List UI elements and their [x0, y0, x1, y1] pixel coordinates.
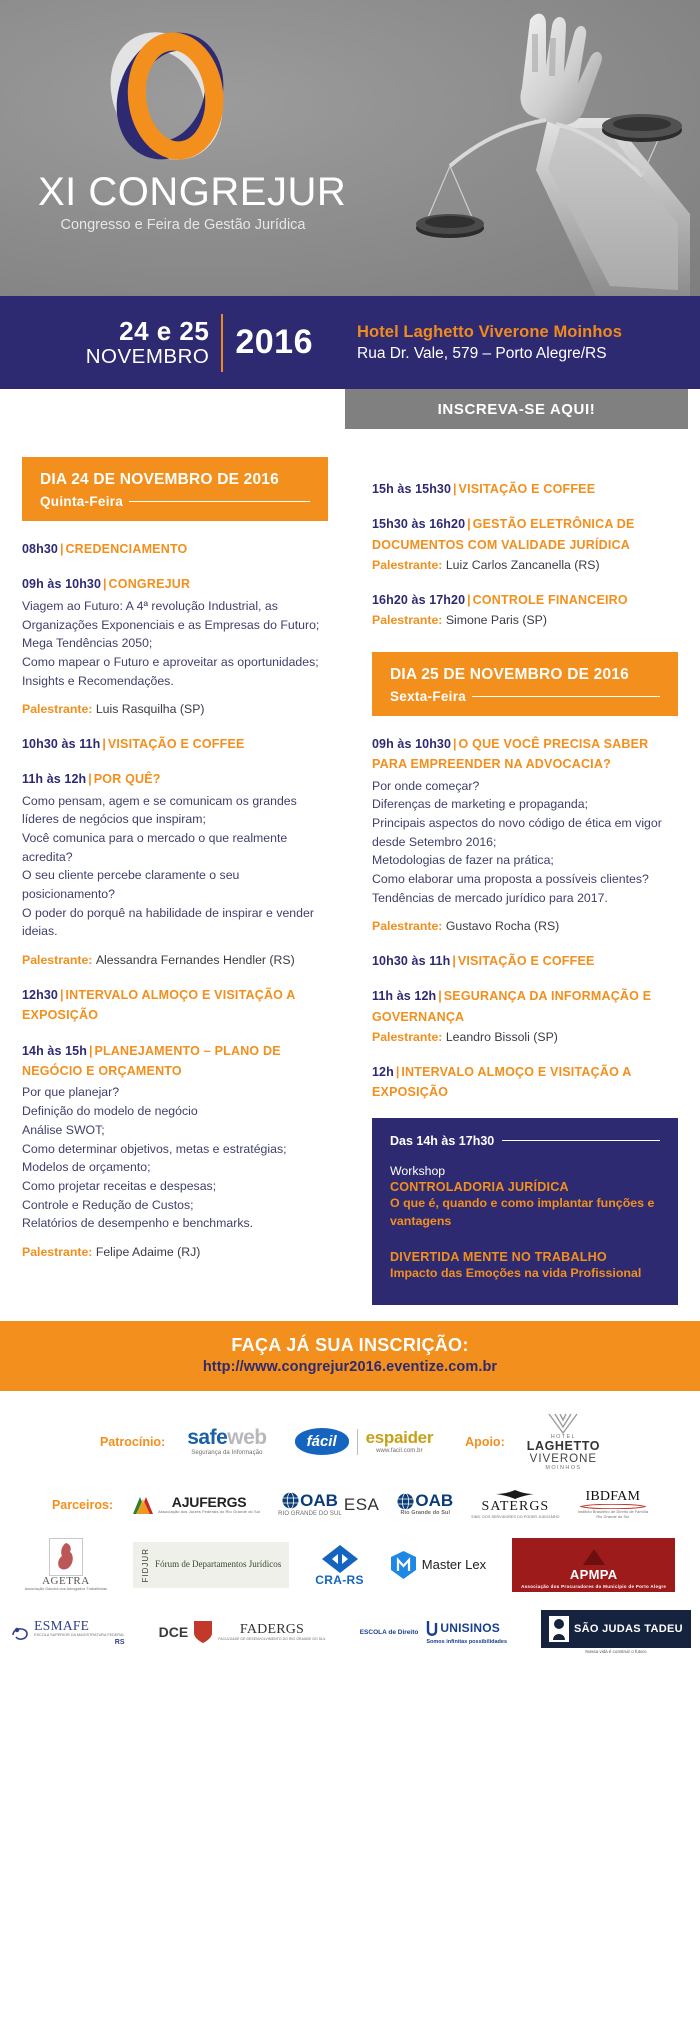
schedule-column-right — [350, 457, 700, 1305]
slot-speaker — [372, 611, 678, 629]
esmafe-swirl-icon — [9, 1621, 31, 1643]
sjt-text: SÃO JUDAS TADEU — [574, 1622, 683, 1635]
slot-title: INTERVALO ALMOÇO E VISITAÇÃO A EXPOSIÇÃO — [22, 987, 296, 1023]
agetra-logo[interactable] — [25, 1538, 107, 1592]
slot-pipe-divider: | — [88, 1043, 93, 1058]
moinhos-name: MOINHOS — [545, 1464, 582, 1471]
satergs-sub: SIND. DOS SERVIDORES DO PODER JUDICIÁRIO — [471, 1514, 560, 1519]
ibdfam-swoosh-icon — [580, 1504, 646, 1509]
slot-heading — [372, 479, 678, 499]
sponsor-row-parceiros-2 — [0, 1538, 700, 1592]
apmpa-arch-icon — [581, 1548, 607, 1566]
workshop-time: Das 14h às 17h30 — [390, 1133, 495, 1148]
schedule-slot — [372, 986, 678, 1046]
slot-pipe-divider: | — [102, 736, 106, 751]
ajufergs-logo[interactable] — [131, 1495, 260, 1515]
slot-title: O QUE VOCÊ PRECISA SABER PARA EMPREENDER NA ADVOCACIA? — [372, 736, 649, 772]
slot-time: 08h30 — [22, 541, 58, 556]
ibdfam-sub2: Rio Grande do Sul — [596, 1515, 630, 1520]
speaker-name: Luiz Carlos Zancanella (RS) — [445, 558, 600, 573]
esa-text: ESA — [343, 1494, 380, 1514]
slot-description: Como pensam, agem e se comunicam os grandes líderes de negócios que inspiram; Você comunica para o mercado o que realmente acredita? O seu cliente percebe claramente o seu posicionamento? O poder do porquê na habilidade de inspirar e vender ideias. — [22, 793, 314, 939]
workshop-gap — [390, 1231, 660, 1248]
speaker-name: Leandro Bissoli (SP) — [445, 1030, 558, 1045]
date-venue-bar — [0, 296, 700, 389]
oab-rs-sub: Rio Grande do Sul — [400, 1510, 451, 1517]
slot-time: 16h20 às 17h20 — [372, 592, 466, 607]
slot-pipe-divider: | — [438, 989, 442, 1004]
oab-text: OAB — [300, 1490, 338, 1510]
speaker-label: Palestrante: — [372, 1030, 446, 1045]
apmpa-sub: Associação dos Procuradores do Município de Porto Alegre — [521, 1583, 667, 1589]
slot-title: VISITAÇÃO E COFFEE — [458, 482, 596, 496]
escola-direito-text: ESCOLA de Direito — [359, 1628, 419, 1636]
slot-heading — [22, 574, 328, 594]
day-header-24 — [22, 457, 328, 521]
speaker-label: Palestrante: — [372, 558, 446, 573]
sponsor-row-parceiros-1 — [0, 1489, 700, 1519]
facil-espaider-logo[interactable] — [295, 1428, 434, 1455]
oab-globe-icon — [397, 1493, 414, 1510]
ibdfam-text: IBDFAM — [585, 1488, 641, 1504]
speaker-label: Palestrante: — [372, 613, 446, 628]
slot-time: 10h30 às 11h — [22, 736, 101, 751]
schedule-column-left — [0, 457, 350, 1276]
ibdfam-logo[interactable] — [578, 1490, 648, 1520]
slot-heading — [22, 539, 328, 559]
master-lex-text: Master Lex — [421, 1557, 487, 1573]
speaker-label: Palestrante: — [22, 702, 96, 717]
slot-title: INTERVALO ALMOÇO E VISITAÇÃO A EXPOSIÇÃO — [372, 1064, 631, 1100]
hotel-laghetto-viverone-logo[interactable] — [527, 1413, 600, 1472]
workshop-subtitle: O que é, quando e como implantar funções e vantagens — [390, 1195, 655, 1228]
schedule-slot — [372, 951, 678, 971]
workshop-subtitle-2: Impacto das Emoções na vida Profissional — [390, 1265, 642, 1280]
ajufergs-text: AJUFERGS — [171, 1493, 247, 1510]
slot-title: CREDENCIAMENTO — [65, 541, 188, 556]
oab-text: OAB — [415, 1491, 454, 1511]
dce-fadergs-logo[interactable] — [159, 1620, 326, 1644]
slot-speaker — [22, 1243, 328, 1261]
facil-badge: fácil — [295, 1428, 349, 1455]
speaker-name: Gustavo Rocha (RS) — [445, 919, 560, 934]
dce-text: DCE — [158, 1624, 189, 1641]
slot-speaker — [372, 917, 678, 935]
schedule-slot — [372, 479, 678, 499]
workshop-title-2: DIVERTIDA MENTE NO TRABALHO — [390, 1249, 607, 1264]
unisinos-u-icon — [426, 1620, 438, 1638]
venue-name: Hotel Laghetto Viverone Moinhos — [357, 322, 622, 341]
forum-departamentos-juridicos-logo[interactable] — [133, 1542, 289, 1588]
workshop-title: CONTROLADORIA JURÍDICA — [390, 1179, 569, 1194]
lady-justice-scales-image — [360, 0, 690, 296]
register-cta-row — [0, 389, 700, 429]
sjt-sub: Nossa vida é construir o futuro — [585, 1649, 647, 1655]
safeweb-text-1: safe — [187, 1426, 228, 1450]
schedule-slot — [372, 514, 678, 574]
safeweb-tagline: Segurança da Informação — [191, 1450, 263, 1457]
fidjur-vertical-text: FIDJUR — [141, 1547, 151, 1583]
speaker-label: Palestrante: — [22, 953, 96, 968]
slot-heading — [22, 1041, 328, 1082]
day24-slot-list — [22, 539, 328, 1262]
speaker-label: Palestrante: — [22, 1244, 96, 1259]
schedule-slot — [372, 734, 678, 936]
event-days: 24 e 25 — [119, 315, 210, 346]
slot-time: 10h30 às 11h — [372, 953, 451, 968]
slot-description: Por onde começar? Diferenças de marketing e propaganda; Principais aspectos do novo código de ética em vigor desde Setembro 2016; Metodologias de fazer na prática; Como elaborar uma proposta a possíveis clientes? Tendências de mercado jurídico para 2017. — [372, 778, 662, 905]
slot-description: Por que planejar? Definição do modelo de negócio Análise SWOT; Como determinar objetivos, metas e estratégias; Modelos de orçamento; Como projetar receitas e despesas; Controle e Redução de Custos; Relatórios de desempenho e benchmarks. — [22, 1085, 287, 1231]
slot-time: 09h às 10h30 — [372, 736, 452, 751]
esmafe-rs-logo[interactable] — [9, 1619, 125, 1646]
fadergs-shield-icon — [193, 1620, 213, 1644]
workshop-box — [372, 1118, 678, 1305]
slot-pipe-divider: | — [59, 987, 64, 1002]
day-rule — [472, 696, 660, 697]
slot-heading — [372, 734, 678, 775]
facil-url: www.facil.com.br — [376, 1448, 423, 1455]
slot-description: Viagem ao Futuro: A 4ª revolução Industrial, as Organizações Exponenciais e as Empresas do Futuro; Mega Tendências 2050; Como mapear o Futuro e aproveitar as oportunidades; Insights e Recomendações. — [22, 598, 320, 688]
slot-pipe-divider: | — [452, 953, 456, 968]
unisinos-logo[interactable] — [360, 1620, 507, 1646]
cra-diamond-icon — [320, 1544, 360, 1574]
event-month: NOVEMBRO — [85, 344, 210, 368]
event-year: 2016 — [235, 323, 313, 361]
slot-pipe-divider: | — [395, 1064, 400, 1079]
register-button[interactable]: INSCREVA-SE AQUI! — [345, 389, 688, 429]
fadergs-text: FADERGS — [239, 1621, 305, 1637]
oab-rs-logo[interactable] — [397, 1492, 453, 1517]
workshop-kicker: Workshop — [390, 1163, 446, 1178]
day-weekday: Sexta-Feira — [390, 688, 467, 704]
slot-pipe-divider: | — [467, 592, 471, 607]
parceiros-label: Parceiros: — [51, 1497, 114, 1512]
day-rule — [129, 501, 310, 502]
slot-speaker — [372, 1028, 678, 1046]
speaker-name: Alessandra Fernandes Hendler (RS) — [95, 953, 295, 968]
laghetto-name: LAGHETTO — [526, 1439, 601, 1454]
cta-spacer — [0, 389, 345, 429]
ibdfam-sub: Instituto Brasileiro de Direito de Família — [577, 1510, 649, 1515]
fadergs-sub: FACULDADE DE DESENVOLVIMENTO DO RIO GRANDE DO SUL — [218, 1637, 326, 1642]
slot-time: 12h — [372, 1064, 394, 1079]
slot-heading — [22, 985, 328, 1026]
hero-banner — [0, 0, 700, 296]
apmpa-text: APMPA — [569, 1566, 618, 1582]
schedule-slot — [22, 769, 328, 969]
slot-pipe-divider: | — [88, 772, 92, 787]
day25-slot-list — [372, 734, 678, 1103]
esmafe-text: ESMAFE — [34, 1617, 90, 1633]
slot-heading — [372, 986, 678, 1027]
cra-rs-logo[interactable] — [315, 1544, 363, 1587]
laghetto-pre: HOTEL — [550, 1433, 577, 1440]
schedule-slot — [372, 1062, 678, 1103]
sao-judas-tadeu-logo[interactable] — [541, 1610, 691, 1655]
slot-time: 14h às 15h — [22, 1043, 87, 1058]
date-divider — [221, 314, 223, 372]
slot-heading — [22, 734, 328, 754]
slot-heading — [372, 951, 678, 971]
slot-title: SEGURANÇA DA INFORMAÇÃO E GOVERNANÇA — [372, 989, 652, 1024]
speaker-label: Palestrante: — [372, 919, 446, 934]
agetra-text: AGETRA — [42, 1574, 90, 1587]
slot-pipe-divider: | — [59, 541, 64, 556]
master-lex-logo[interactable] — [390, 1550, 486, 1580]
espaider-text: espaider — [365, 1428, 434, 1448]
slot-time: 15h às 15h30 — [372, 482, 452, 496]
safeweb-text-2: web — [227, 1426, 267, 1450]
brand-lockup — [38, 26, 347, 233]
slot-title: CONTROLE FINANCEIRO — [472, 592, 628, 607]
workshop-rule — [502, 1140, 660, 1141]
apoio-label: Apoio: — [465, 1434, 505, 1449]
slot-time: 09h às 10h30 — [22, 577, 102, 592]
sponsors-section — [0, 1391, 700, 1683]
agetra-sub: Associação Gaúcha dos Advogados Trabalhistas — [24, 1587, 108, 1592]
schedule-slot — [22, 574, 328, 718]
slot-title: GESTÃO ELETRÔNICA DE DOCUMENTOS COM VALIDADE JURÍDICA — [372, 517, 635, 552]
day-weekday: Quinta-Feira — [40, 493, 124, 509]
schedule-slot — [372, 590, 678, 630]
event-date — [0, 314, 335, 372]
esmafe-rs-sub: RS — [114, 1638, 125, 1646]
laghetto-crown-icon — [546, 1413, 580, 1435]
footer-registration-banner — [0, 1321, 700, 1391]
slot-heading — [22, 769, 328, 789]
day-header-25 — [372, 652, 678, 716]
satergs-logo[interactable] — [471, 1489, 559, 1519]
page-subtitle: Congresso e Feira de Gestão Jurídica — [60, 217, 306, 233]
apmpa-logo[interactable] — [512, 1538, 675, 1592]
master-lex-shield-icon — [390, 1550, 417, 1580]
schedule-slot — [22, 1041, 328, 1262]
day-title: DIA 24 DE NOVEMBRO DE 2016 — [40, 471, 279, 488]
cra-text: CRA-RS — [315, 1572, 364, 1587]
sponsor-row-parceiros-3 — [0, 1610, 700, 1655]
oab-rs-sub: RIO GRANDE DO SUL — [278, 1510, 342, 1517]
slot-time: 15h30 às 16h20 — [372, 517, 466, 532]
speaker-name: Felipe Adaime (RJ) — [95, 1244, 201, 1259]
viverone-name: VIVERONE — [529, 1453, 598, 1466]
esmafe-sub: ESCOLA SUPERIOR DA MAGISTRATURA FEDERAL — [34, 1632, 125, 1637]
slot-time: 11h às 12h — [372, 989, 437, 1004]
slot-heading — [372, 590, 678, 610]
slot-speaker — [22, 951, 328, 969]
schedule-slot — [22, 985, 328, 1026]
registration-url-link[interactable]: http://www.congrejur2016.eventize.com.br — [202, 1358, 498, 1375]
oab-esa-logo[interactable] — [278, 1492, 379, 1517]
satergs-text: SATERGS — [481, 1499, 550, 1515]
venue-address: Rua Dr. Vale, 579 – Porto Alegre/RS — [357, 344, 607, 362]
slot-heading — [372, 1062, 678, 1103]
day-title: DIA 25 DE NOVEMBRO DE 2016 — [390, 665, 629, 683]
speaker-name: Simone Paris (SP) — [445, 613, 547, 628]
slot-title: POR QUÊ? — [93, 772, 161, 787]
safeweb-logo[interactable] — [187, 1427, 266, 1456]
schedule-section — [0, 429, 700, 1321]
slot-title: CONGREJUR — [108, 577, 191, 592]
page-title: XI CONGREJUR — [38, 170, 347, 214]
slot-pipe-divider: | — [453, 482, 457, 496]
slot-time: 12h30 — [22, 987, 58, 1002]
sjt-crest-icon — [549, 1616, 569, 1642]
slot-title: VISITAÇÃO E COFFEE — [107, 736, 245, 751]
forum-text: Fórum de Departamentos Jurídicos — [155, 1559, 282, 1570]
slot-speaker — [372, 556, 678, 574]
unisinos-sub: Somos infinitas possibilidades — [426, 1638, 508, 1645]
venue-info — [335, 323, 700, 363]
slot-heading — [372, 514, 678, 555]
schedule-slot — [22, 539, 328, 559]
sponsor-row-patrocinio — [0, 1413, 700, 1472]
day24-afternoon-slot-list — [372, 479, 678, 630]
slot-speaker — [22, 700, 328, 718]
slot-title: PLANEJAMENTO – PLANO DE NEGÓCIO E ORÇAMENTO — [22, 1043, 281, 1078]
agetra-figure-icon — [49, 1538, 83, 1576]
oab-globe-icon — [282, 1492, 299, 1509]
congrejur-rings-logo-icon — [100, 26, 240, 166]
speaker-name: Luis Rasquilha (SP) — [95, 702, 205, 717]
slot-pipe-divider: | — [467, 517, 471, 532]
unisinos-text: UNISINOS — [440, 1621, 500, 1636]
patrocinio-label: Patrocínio: — [99, 1434, 166, 1449]
slot-pipe-divider: | — [103, 577, 107, 592]
slot-title: VISITAÇÃO E COFFEE — [457, 953, 595, 968]
footer-cta-title: FAÇA JÁ SUA INSCRIÇÃO: — [231, 1334, 469, 1355]
ajufergs-mountain-icon — [131, 1495, 155, 1515]
slot-pipe-divider: | — [453, 736, 457, 751]
slot-time: 11h às 12h — [22, 772, 87, 787]
schedule-slot — [22, 734, 328, 754]
ajufergs-sub: Associação dos Juízes Federais do Rio Grande do Sul — [158, 1509, 261, 1515]
